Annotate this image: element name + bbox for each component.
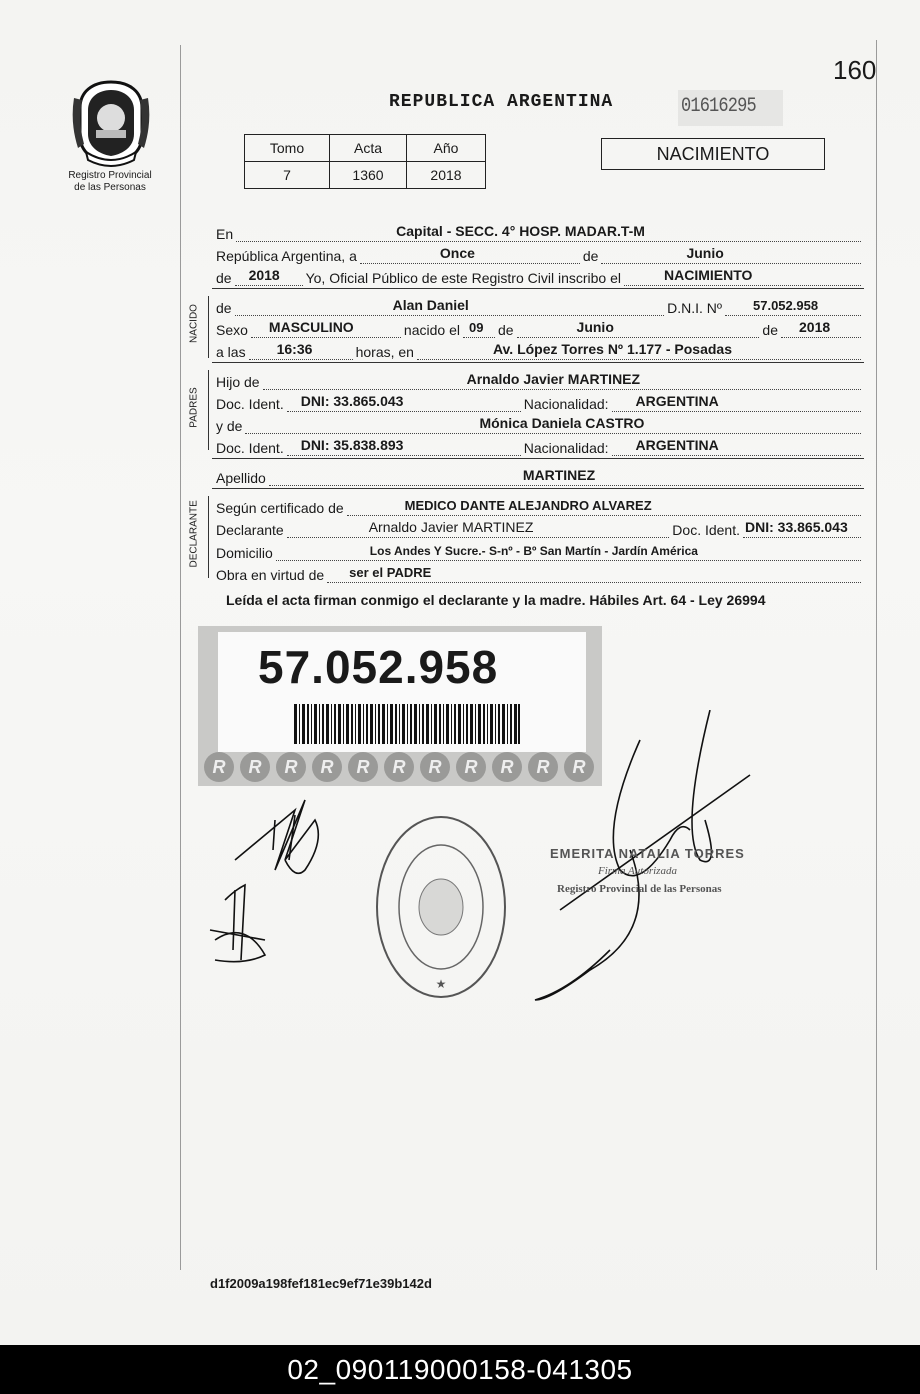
label-republica: República Argentina, a: [216, 248, 357, 264]
field-month: [601, 247, 861, 264]
row-nacido-name: [216, 294, 864, 316]
official-institution: Registro Provincial de las Personas: [557, 883, 722, 895]
value-domicilio: Los Andes Y Sucre.- S-nº - Bº San Martín - Jardín América: [369, 544, 698, 558]
field-en: [236, 225, 861, 242]
left-margin-line: [180, 45, 181, 1270]
official-role: Firma Autorizada: [598, 865, 677, 877]
registry-label: [58, 170, 162, 194]
row-y-de: [216, 412, 864, 434]
row-mother-doc: [216, 434, 864, 456]
registry-label-line1: Registro Provincial: [68, 170, 152, 181]
label-yo-oficial: Yo, Oficial Público de este Registro Civil inscribo el: [305, 270, 621, 286]
field-mother: [245, 417, 861, 434]
label-certificado: Según certificado de: [216, 500, 344, 516]
security-r-mark: R: [348, 752, 378, 782]
value-apellido: MARTINEZ: [522, 467, 596, 483]
row-a-las: [216, 338, 864, 360]
right-margin-line: [876, 40, 877, 1270]
label-a-las: a las: [216, 344, 246, 360]
value-father-nationality: ARGENTINA: [635, 393, 719, 409]
header-tomo: Tomo: [245, 135, 330, 162]
row-en: [216, 220, 864, 242]
header-acta: Acta: [330, 135, 407, 162]
record-table-header-row: [245, 135, 486, 162]
document-hash: d1f2009a198fef181ec9ef71e39b142d: [210, 1276, 432, 1291]
registry-label-line2: de las Personas: [74, 182, 146, 193]
field-dni: [725, 299, 861, 316]
label-sexo: Sexo: [216, 322, 248, 338]
label-domicilio: Domicilio: [216, 545, 273, 561]
row-sexo: [216, 316, 864, 338]
closing-statement: Leída el acta firman conmigo el declarante y la madre. Hábiles Art. 64 - Ley 26994: [226, 592, 766, 608]
record-table: [244, 134, 486, 189]
field-year: [235, 269, 303, 286]
row-domicilio: [216, 539, 864, 561]
field-name: [235, 299, 665, 316]
value-dni: 57.052.958: [753, 298, 819, 313]
security-r-mark: R: [240, 752, 270, 782]
security-r-mark: R: [312, 752, 342, 782]
field-birth-month: [517, 321, 760, 338]
value-birth-month: Junio: [576, 319, 614, 335]
security-r-mark: R: [492, 752, 522, 782]
declarante-bracket: [208, 496, 209, 578]
value-month: Junio: [686, 245, 724, 261]
record-table-value-row: [245, 162, 486, 189]
nacido-bracket: [208, 296, 209, 358]
value-day: Once: [439, 245, 475, 261]
field-father-nationality: [612, 395, 861, 412]
label-nacido-el: nacido el: [403, 322, 460, 338]
label-hijo-de: Hijo de: [216, 374, 260, 390]
label-father-nationality: Nacionalidad:: [523, 396, 609, 412]
value-obra: ser el PADRE: [349, 565, 432, 580]
row-declarante: [216, 516, 864, 538]
security-r-mark: R: [456, 752, 486, 782]
value-tomo: 7: [245, 162, 330, 189]
field-birth-year: [781, 321, 861, 338]
label-declarante-doc: Doc. Ident.: [672, 522, 740, 538]
padres-bracket: [208, 370, 209, 450]
field-day: [360, 247, 580, 264]
field-time: [249, 343, 353, 360]
value-time: 16:36: [276, 341, 313, 357]
label-mother-doc: Doc. Ident.: [216, 440, 284, 456]
security-r-mark: R: [276, 752, 306, 782]
value-acta: 1360: [330, 162, 407, 189]
section-label-nacido: NACIDO: [188, 304, 200, 343]
field-birth-day: [463, 321, 495, 338]
field-declarante: [287, 521, 670, 538]
value-mother-nationality: ARGENTINA: [635, 437, 719, 453]
footer-id: 02_090119000158-041305: [287, 1354, 633, 1385]
label-en: En: [216, 226, 234, 242]
declarant-signature-icon: [205, 790, 335, 970]
page-number: 160: [833, 55, 877, 85]
barcode-bars-icon: [294, 704, 520, 744]
record-type-box: NACIMIENTO: [601, 138, 825, 170]
field-mother-doc: [287, 439, 521, 456]
row-year: [216, 264, 864, 286]
provincia-de-misiones-seal-icon: [68, 78, 154, 168]
field-apellido: [269, 469, 861, 486]
field-declarante-doc: [743, 521, 861, 538]
value-declarante: Arnaldo Javier MARTINEZ: [368, 519, 534, 535]
value-father-doc: DNI: 33.865.043: [300, 393, 404, 409]
value-declarante-doc: DNI: 33.865.043: [745, 519, 848, 535]
barcode-number: 57.052.958: [258, 641, 499, 693]
row-republica: [216, 242, 864, 264]
separator-padres: [212, 458, 864, 459]
security-r-mark: R: [420, 752, 450, 782]
label-y-de: y de: [216, 418, 243, 434]
value-year: 2018: [248, 267, 280, 283]
row-obra: [216, 561, 864, 583]
label-father-doc: Doc. Ident.: [216, 396, 284, 412]
security-r-mark: R: [204, 752, 234, 782]
field-father-doc: [287, 395, 521, 412]
field-certificado: [347, 499, 861, 516]
value-place: Av. López Torres Nº 1.177 - Posadas: [492, 341, 732, 357]
label-declarante: Declarante: [216, 522, 284, 538]
label-de-birth-month: de: [497, 322, 514, 338]
separator-nacido: [212, 362, 864, 363]
label-de-year: de: [216, 270, 232, 286]
header-ano: Año: [407, 135, 486, 162]
row-hijo-de: [216, 368, 864, 390]
value-mother-name: Mónica Daniela CASTRO: [479, 415, 645, 431]
value-certificado: MEDICO DANTE ALEJANDRO ALVAREZ: [404, 498, 652, 513]
label-de-birth-year: de: [762, 322, 778, 338]
official-name: EMERITA NATALIA TORRES: [550, 846, 745, 861]
serial-number: 01616295: [681, 95, 756, 118]
value-mother-doc: DNI: 35.838.893: [300, 437, 404, 453]
label-obra: Obra en virtud de: [216, 567, 325, 583]
label-apellido: Apellido: [216, 470, 266, 486]
security-r-mark: R: [528, 752, 558, 782]
security-r-mark: R: [564, 752, 594, 782]
value-sexo: MASCULINO: [268, 319, 354, 335]
value-name: Alan Daniel: [392, 297, 469, 313]
document-title: REPUBLICA ARGENTINA: [389, 92, 614, 112]
section-label-padres: PADRES: [188, 387, 200, 428]
field-obra: [327, 566, 861, 583]
field-mother-nationality: [612, 439, 861, 456]
label-horas-en: horas, en: [355, 344, 414, 360]
separator-intro: [212, 288, 864, 289]
row-apellido: [216, 464, 864, 486]
value-inscribo: NACIMIENTO: [663, 267, 753, 283]
value-birth-day: 09: [468, 320, 484, 335]
value-father-name: Arnaldo Javier MARTINEZ: [466, 371, 641, 387]
label-de-month: de: [582, 248, 599, 264]
value-en: Capital - SECC. 4° HOSP. MADAR.T-M: [396, 223, 645, 239]
field-sexo: [251, 321, 401, 338]
value-birth-year: 2018: [799, 319, 831, 335]
value-ano: 2018: [407, 162, 486, 189]
field-place: [417, 343, 861, 360]
row-certificado: [216, 494, 864, 516]
field-inscribo: [624, 269, 861, 286]
row-father-doc: [216, 390, 864, 412]
label-de-name: de: [216, 300, 232, 316]
registry-round-stamp-icon: [373, 812, 509, 1002]
security-r-mark: R: [384, 752, 414, 782]
field-domicilio: [276, 544, 861, 561]
field-father: [263, 373, 861, 390]
separator-apellido: [212, 488, 864, 489]
label-mother-nationality: Nacionalidad:: [523, 440, 609, 456]
label-dni: D.N.I. Nº: [667, 300, 722, 316]
section-label-declarante: DECLARANTE: [188, 500, 200, 568]
svg-text:★: ★: [435, 977, 447, 991]
